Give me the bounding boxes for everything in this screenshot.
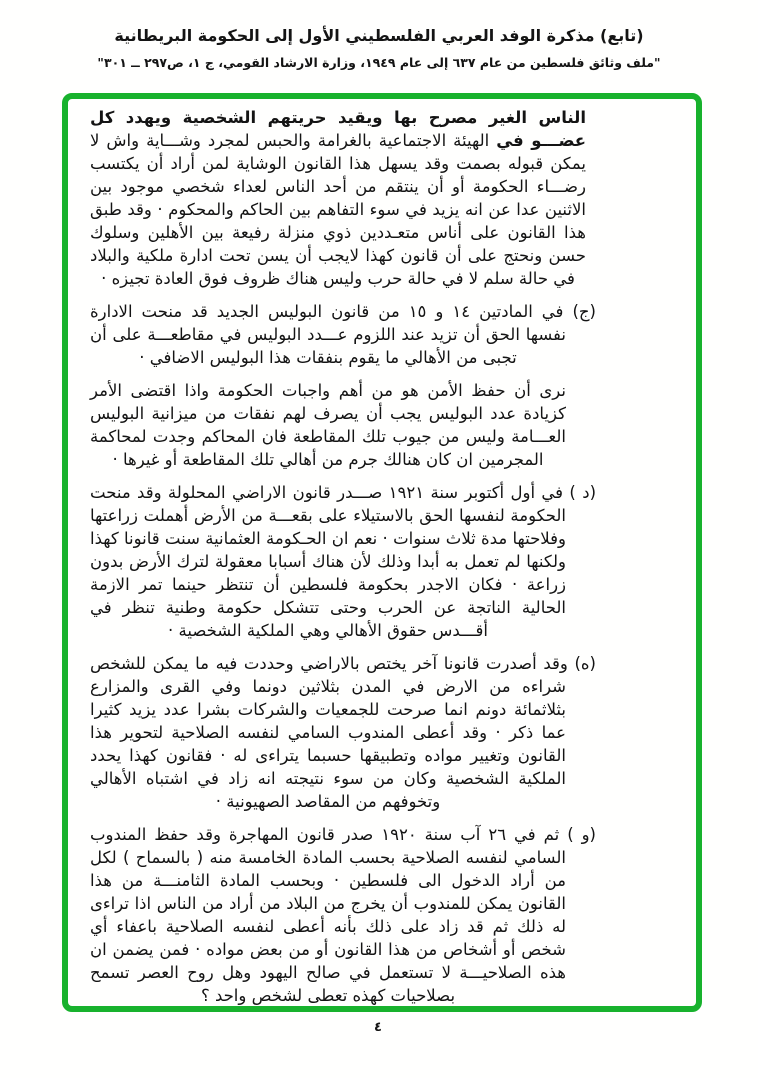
paragraph-marker: (د ) (569, 483, 597, 502)
paragraph-body: في المادتين ١٤ و ١٥ من قانون البوليس الجديد قد منحت الادارة نفسها الحق أن تزيد عند اللزوم عـــدد البوليس في مقاطعـــة على أن تجبى من الأهالي ما يقوم بنفقات هذا البوليس الاضافي · (90, 302, 566, 367)
paragraph-marker: (ج) (572, 302, 596, 321)
paragraph-marker: (و ) (567, 825, 596, 844)
page-header (0, 26, 758, 70)
page-number: ٤ (374, 1020, 382, 1035)
paragraph-body: الهيئة الاجتماعية بالغرامة والحبس لمجرد وشـــاية واش لا يمكن قبوله بصمت وقد يسهل هذا القانون الوشاية لمن أراد أن يكتسب رضـــاء الحكومة أو أن ينتقم من أحد الناس لعداء شخصي موجود بين الاثنين عدا عن انه يزيد في سوء التفاهم بين الحاكم والمحكوم · وقد طبق هذا القانون على أناس متعـددين ذوي منزلة رفيعة بين الأهلين وسلوك حسن ونحتج على أن قانون كهذا لايجب أن يسن تحت ادارة ملكية والبلاد في حالة سلم لا في حالة حرب وليس هناك ظروف فوق العادة تجيزه · (90, 131, 586, 288)
paragraph-body: في أول أكتوبر سنة ١٩٢١ صـــدر قانون الاراضي المحلولة وقد منحت الحكومة لنفسها الحق بالاستيلاء على بقعـــة من الأرض أهملت زراعتها وفلاحتها مدة ثلاث سنوات · نعم ان الحـكومة العثمانية سنت قانونا كهذا ولكنها لم تعمل به أبدا وذلك لأن هناك أسبابا معقولة لترك الأرض بدون زراعة · فكان الاجدر بحكومة فلسطين أن تنتظر حينما تمر الازمة الحالية الناتجة عن الحرب وحتى تتشكل حكومة وطنية تنظر في أقـــدس حقوق الأهالي وهي الملكية الشخصية · (90, 483, 566, 640)
paragraph (90, 300, 596, 369)
paragraph (90, 652, 596, 813)
body-text (90, 106, 596, 1017)
paragraph-marker: (ه) (574, 654, 596, 673)
paragraph (90, 379, 566, 471)
source-citation: "ملف وثائق فلسطين من عام ٦٣٧ إلى عام ١٩٤٩، وزارة الارشاد القومي، ج ١، ص٢٩٧ ــ ٣٠١" (97, 55, 661, 70)
paragraph (90, 481, 596, 642)
paragraph-body: ثم في ٢٦ آب سنة ١٩٢٠ صدر قانون المهاجرة وقد حفظ المندوب السامي لنفسه الصلاحية بحسب المادة الخامسة منه ( بالسماح ) لكل من أراد الدخول الى فلسطين · وبحسب المادة الثامنـــة من هذا القانون يمكن للمندوب أن يخرج من البلاد من أراد من الناس اذا تراءى له ذلك ثم قد زاد على ذلك بأنه أعطى لنفسه الصلاحية باعفاء أي شخص أو أشخاص من هذا القانون أو من بعض مواده · فمن يضمن ان هذه الصلاحيـــة لا تستعمل في صالح اليهود وهل روح العصر تسمح بصلاحيات كهذه تعطى لشخص واحد ؟ (90, 825, 566, 1005)
paragraph-lead: الناس الغير مصرح بها ويقيد حريتهم الشخصية ويهدد كل عضـــو في (90, 108, 587, 150)
paragraph (90, 823, 596, 1007)
document-title: (تابع) مذكرة الوفد العربي الفلسطيني الأول إلى الحكومة البريطانية (114, 26, 644, 45)
paragraph-body: وقد أصدرت قانونا آخر يختص بالاراضي وحددت فيه ما يمكن للشخص شراءه من الارض في المدن بثلاثين دونما وفي القرى والمزارع بثلاثمائة دونم انما صرحت للجمعيات والشركات بشرا عدد يزيد كثيرا عما ذكر · وقد أعطى المندوب السامي لنفسه الصلاحية لتحوير هذا القانون وتغيير مواده وتطبيقها حسبما يتراءى له · فقانون كهذا يحدد الملكية الشخصية وكان من سوء نتيجته انه زاد في اشتباه الأهالي وتخوفهم من المقاصد الصهيونية · (90, 654, 568, 811)
paragraph (90, 106, 586, 290)
paragraph-body: نرى أن حفظ الأمن هو من أهم واجبات الحكومة واذا اقتضى الأمر كزيادة عدد البوليس يجب أن يصرف لهم نفقات من ميزانية البوليس العـــامة وليس من جيوب تلك المقاطعة فان المحاكم وجدت لمحاكمة المجرمين ان كان هنالك جرم من أهالي تلك المقاطعة أو غيرها · (90, 381, 566, 469)
